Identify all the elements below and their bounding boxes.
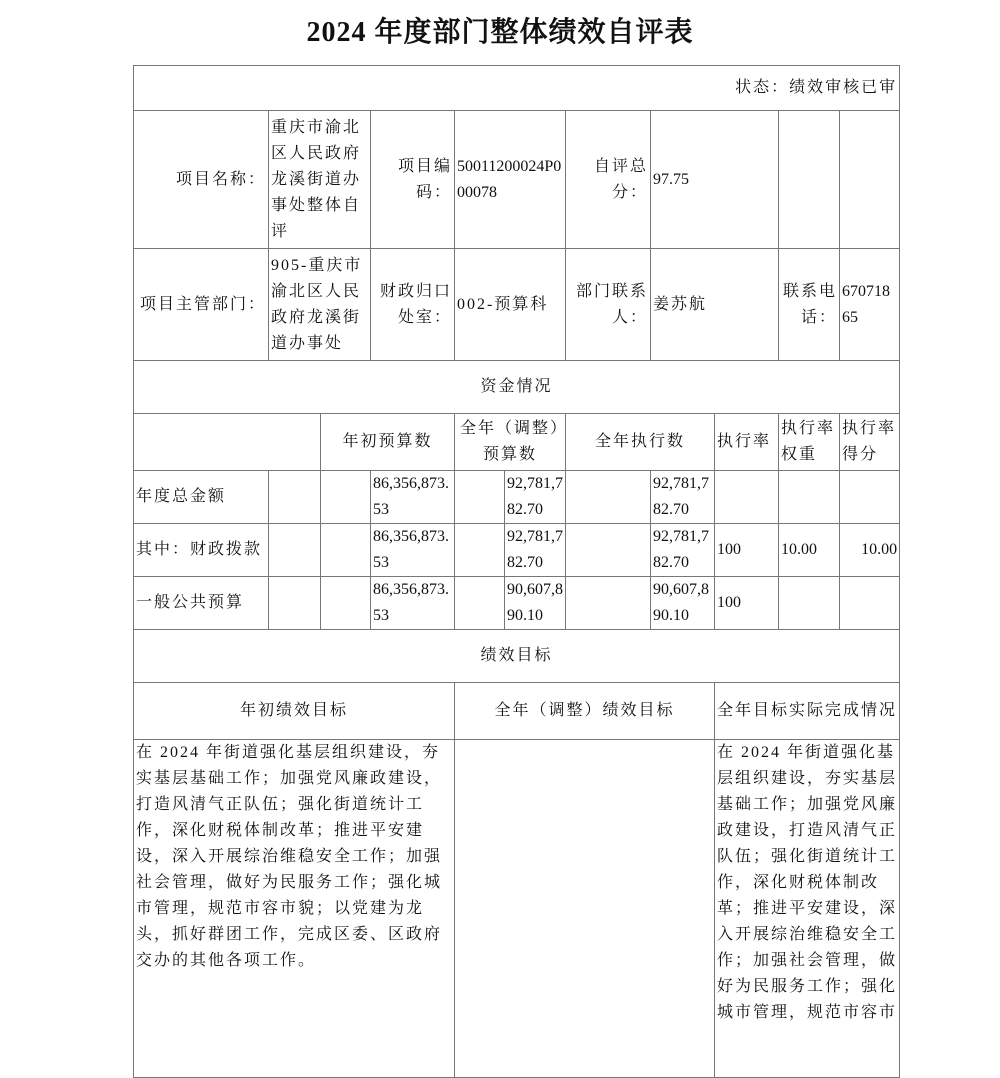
page-title: 2024 年度部门整体绩效自评表: [306, 17, 694, 48]
goals-section-title: 绩效目标: [134, 630, 900, 683]
phone-label: 联系电话：: [779, 249, 840, 361]
actual-completion-text: 在 2024 年街道强化基层组织建设，夯实基层基础工作；加强党风廉政建设，打造风清气正队伍；强化街道统计工作，深化财税体制改革；推进平安建设，深入开展综治维稳安全工作；加强社会管理，做好为民服务工作；强化城市管理，规范市容市: [717, 744, 898, 1021]
project-name-value: 重庆市渝北区人民政府龙溪街道办事处整体自评: [269, 111, 371, 249]
empty-cell: [134, 414, 321, 471]
dept-value: 905-重庆市渝北区人民政府龙溪街道办事处: [269, 249, 371, 361]
finance-office-label: 财政归口处室：: [371, 249, 455, 361]
phone-value: 67071865: [840, 249, 900, 361]
evaluation-form: [133, 65, 900, 1078]
empty-cell: [779, 111, 840, 249]
project-name-label: 项目名称：: [134, 111, 269, 249]
adjusted-goal-text: [455, 740, 715, 1078]
score-value: 10.00: [840, 524, 900, 577]
initial-goal-text: 在 2024 年街道强化基层组织建设，夯实基层基础工作；加强党风廉政建设，打造风清气正队伍；强化街道统计工作，深化财税体制改革；推进平安建设，深入开展综治维稳安全工作；加强社会管理，做好为民服务工作；强化城市管理，规范市容市貌；以党建为龙头，抓好群团工作，完成区委、区政府交办的其他各项工作。: [134, 740, 455, 1078]
funding-section-title: 资金情况: [134, 361, 900, 414]
row-label: 一般公共预算: [134, 577, 269, 630]
weight-value: [779, 577, 840, 630]
dept-label: 项目主管部门：: [134, 249, 269, 361]
project-code-value: 50011200024P000078: [455, 111, 566, 249]
rate-value: 100: [715, 524, 779, 577]
header-weight: 执行率权重: [779, 414, 840, 471]
initial-value: 86,356,873.53: [371, 524, 455, 577]
empty-cell: [566, 471, 651, 524]
contact-label: 部门联系人：: [566, 249, 651, 361]
empty-cell: [455, 577, 505, 630]
header-initial-budget: 年初预算数: [321, 414, 455, 471]
row-label: 其中：财政拨款: [134, 524, 269, 577]
rate-value: [715, 471, 779, 524]
project-code-label: 项目编码：: [371, 111, 455, 249]
rate-value: 100: [715, 577, 779, 630]
finance-office-value: 002-预算科: [455, 249, 566, 361]
total-score-label: 自评总分：: [566, 111, 651, 249]
header-actual: 全年目标实际完成情况: [715, 683, 900, 740]
header-adjusted-budget: 全年（调整）预算数: [455, 414, 566, 471]
empty-cell: [455, 471, 505, 524]
empty-cell: [321, 524, 371, 577]
adjusted-value: 90,607,890.10: [505, 577, 566, 630]
empty-cell: [269, 471, 321, 524]
header-adjusted-goal: 全年（调整）绩效目标: [455, 683, 715, 740]
funding-row: [134, 577, 900, 630]
score-value: [840, 577, 900, 630]
score-value: [840, 471, 900, 524]
executed-value: 92,781,782.70: [651, 524, 715, 577]
header-executed: 全年执行数: [566, 414, 715, 471]
status-text: 状态：绩效审核已审: [134, 66, 900, 111]
empty-cell: [566, 577, 651, 630]
empty-cell: [269, 524, 321, 577]
empty-cell: [455, 524, 505, 577]
header-score: 执行率得分: [840, 414, 900, 471]
actual-completion-cell: [715, 740, 900, 1078]
weight-value: [779, 471, 840, 524]
empty-cell: [840, 111, 900, 249]
initial-value: 86,356,873.53: [371, 577, 455, 630]
row-label: 年度总金额: [134, 471, 269, 524]
header-rate: 执行率: [715, 414, 779, 471]
funding-row: [134, 524, 900, 577]
total-score-value: 97.75: [651, 111, 779, 249]
header-initial-goal: 年初绩效目标: [134, 683, 455, 740]
adjusted-value: 92,781,782.70: [505, 524, 566, 577]
empty-cell: [269, 577, 321, 630]
weight-value: 10.00: [779, 524, 840, 577]
contact-value: 姜苏航: [651, 249, 779, 361]
empty-cell: [321, 471, 371, 524]
executed-value: 92,781,782.70: [651, 471, 715, 524]
initial-value: 86,356,873.53: [371, 471, 455, 524]
funding-row: [134, 471, 900, 524]
empty-cell: [321, 577, 371, 630]
empty-cell: [566, 524, 651, 577]
adjusted-value: 92,781,782.70: [505, 471, 566, 524]
executed-value: 90,607,890.10: [651, 577, 715, 630]
